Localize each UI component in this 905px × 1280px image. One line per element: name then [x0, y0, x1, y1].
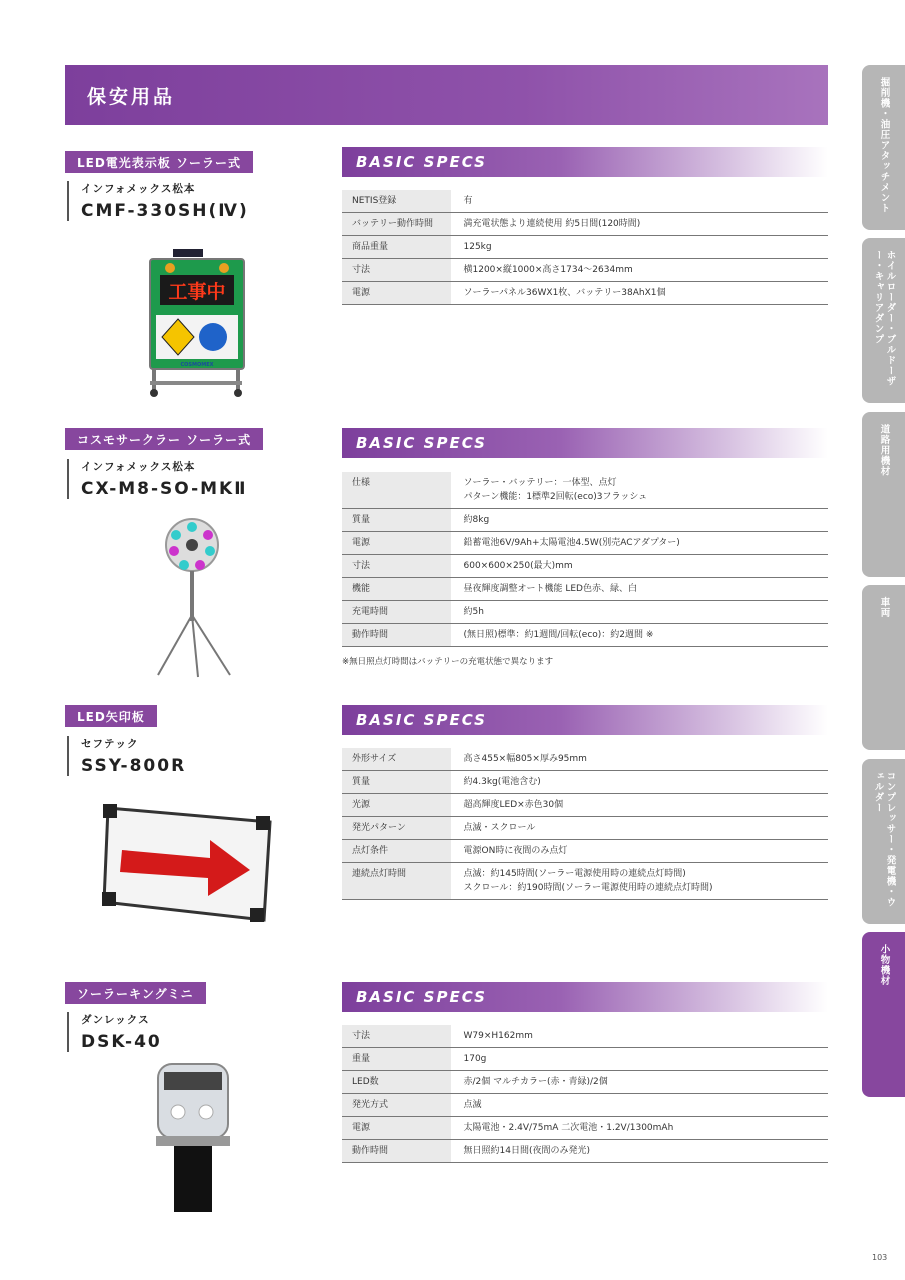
table-row: 寸法 600×600×250(最大)mm — [342, 555, 828, 578]
maker-name: インフォメックス松本 — [81, 183, 196, 195]
side-tab-vehicles[interactable] — [862, 585, 905, 750]
table-row: 動作時間 無日照約14日間(夜間のみ発光) — [342, 1140, 828, 1163]
product-maker-block — [67, 181, 249, 221]
spec-table — [342, 748, 828, 900]
spec-table — [342, 190, 828, 305]
table-row: 商品重量 125kg — [342, 236, 828, 259]
side-tab-small-equipment[interactable] — [862, 932, 905, 1097]
footnote: ※無日照点灯時間はバッテリーの充電状態で異なります — [342, 657, 554, 667]
product-category-label: ソーラーキングミニ — [65, 982, 206, 1004]
sign-display-text: 工事中 — [168, 281, 226, 303]
table-row: 寸法 横1200×縦1000×高さ1734～2634mm — [342, 259, 828, 282]
spec-table — [342, 1025, 828, 1163]
solar-king-mini-image — [150, 1060, 235, 1215]
table-row: 点灯条件 電源ON時に夜間のみ点灯 — [342, 840, 828, 863]
table-row: 質量 約4.3kg(電池含む) — [342, 771, 828, 794]
table-row: 発光パターン 点滅・スクロール — [342, 817, 828, 840]
led-arrow-board-image — [100, 800, 275, 930]
side-tab-excavator[interactable] — [862, 65, 905, 230]
basic-specs-heading: BASIC SPECS — [342, 982, 828, 1012]
maker-name: インフォメックス松本 — [81, 461, 196, 473]
page-number: 103 — [872, 1253, 888, 1262]
side-tab-label: 車両 — [878, 597, 890, 618]
table-row: 発光方式 点滅 — [342, 1094, 828, 1117]
table-row: 動作時間 (無日照)標準：約1週間/回転(eco)：約2週間 ※ — [342, 624, 828, 647]
product-category-label: コスモサークラー ソーラー式 — [65, 428, 263, 450]
basic-specs-heading: BASIC SPECS — [342, 147, 828, 177]
basic-specs-heading: BASIC SPECS — [342, 705, 828, 735]
table-row: 光源 超高輝度LED×赤色30個 — [342, 794, 828, 817]
page-title: 保安用品 — [87, 85, 176, 108]
spec-table — [342, 472, 828, 647]
side-tab-road-equipment[interactable] — [862, 412, 905, 577]
maker-name: ダンレックス — [81, 1014, 150, 1026]
table-row: 電源 ソーラーパネル36WX1枚、バッテリー38AhX1個 — [342, 282, 828, 305]
side-tab-compressor[interactable] — [862, 759, 905, 924]
led-sign-board-image — [140, 245, 250, 400]
table-row: NETIS登録 有 — [342, 190, 828, 213]
product-category-label: LED電光表示板 ソーラー式 — [65, 151, 253, 173]
table-row: 機能 昼夜輝度調整オート機能 LED色赤、緑、白 — [342, 578, 828, 601]
table-row: LED数 赤/2個 マルチカラー(赤・青緑)/2個 — [342, 1071, 828, 1094]
table-row: 外形サイズ 高さ455×幅805×厚み95mm — [342, 748, 828, 771]
side-tab-label: コンプレッサー・発電機・ウェルダー — [872, 771, 896, 908]
table-row: 電源 太陽電池・2.4V/75mA 二次電池・1.2V/1300mAh — [342, 1117, 828, 1140]
table-row: 連続点灯時間 点滅：約145時間(ソーラー電源使用時の連続点灯時間) スクロール：約190時間(ソーラー電源使用時の連続点灯時間) — [342, 863, 828, 900]
table-row: 質量 約8kg — [342, 509, 828, 532]
product-category-label: LED矢印板 — [65, 705, 157, 727]
brand-logo: COSMOMEX — [180, 362, 214, 368]
model-number: CX-M8-SO-MKⅡ — [81, 479, 248, 499]
table-row: 仕様 ソーラー・バッテリー：一体型、点灯 パターン機能：1標準2回転(eco)3フラッシュ — [342, 472, 828, 509]
side-tab-label: ホイルローダー・ブルドーザー・キャリアダンプ — [872, 250, 896, 387]
model-number: DSK-40 — [81, 1032, 162, 1052]
side-tab-wheel-loader[interactable] — [862, 238, 905, 403]
table-row: 電源 鉛蓄電池6V/9Ah+太陽電池4.5W(別売ACアダプター) — [342, 532, 828, 555]
side-tab-label: 小物機材 — [878, 944, 890, 986]
product-maker-block — [67, 736, 186, 776]
table-row: 重量 170g — [342, 1048, 828, 1071]
table-row: バッテリー動作時間 満充電状態より連続使用 約5日間(120時間) — [342, 213, 828, 236]
product-maker-block — [67, 459, 247, 499]
product-maker-block — [67, 1012, 162, 1052]
model-number: CMF-330SH(Ⅳ) — [81, 201, 249, 221]
page-header — [65, 65, 828, 125]
basic-specs-heading: BASIC SPECS — [342, 428, 828, 458]
maker-name: セフテック — [81, 738, 139, 750]
table-row: 充電時間 約5h — [342, 601, 828, 624]
side-tab-label: 道路用機材 — [878, 424, 890, 477]
side-tab-label: 掘削機・油圧アタッチメント — [878, 77, 890, 214]
model-number: SSY-800R — [81, 756, 187, 776]
table-row: 寸法 W79×H162mm — [342, 1025, 828, 1048]
cosmo-circler-image — [150, 515, 240, 680]
